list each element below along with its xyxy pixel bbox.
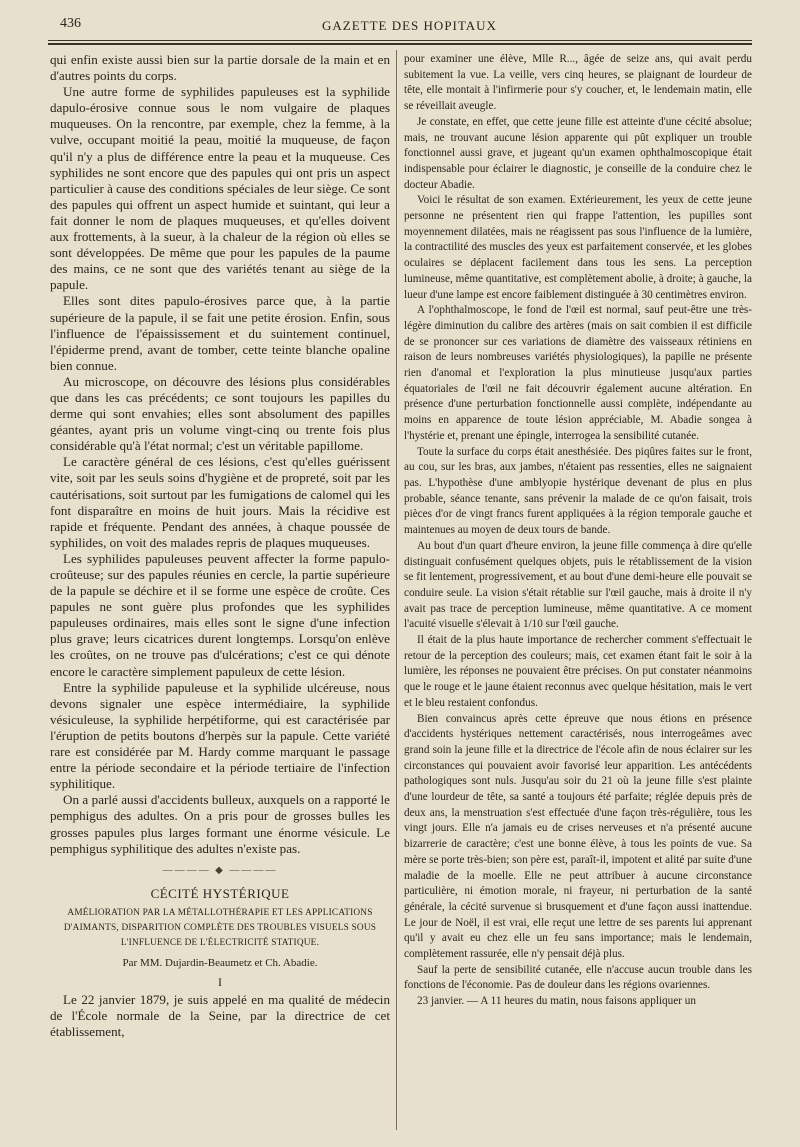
article-authors: Par MM. Dujardin-Beaumetz et Ch. Abadie. <box>122 956 318 969</box>
paragraph: Le caractère général de ces lésions, c'est qu'elles guérissent vite, soit par les seuls soins d'hygiène et de propreté, soit par les cautérisations, soit surtout par les fumigations de calomel qui les font disparaître en moins de huit jours. Mais la récidive est rapide et fréquente. Pendant des années, à chaque poussée de syphilides, on voit des malades repris de plaques muqueuses. <box>50 454 390 550</box>
paragraph: 23 janvier. — A 11 heures du matin, nous faisons appliquer un <box>417 995 696 1008</box>
paragraph: Au microscope, on découvre des lésions plus considérables que dans les cas précédents; ce sont toujours les papilles du derme qui sont envahies; elles sont absolument des papilles géantes, ayant pris un volume vingt-cinq ou trente fois plus considérable qu'à l'état normal; c'est un véritable papillome. <box>50 373 390 454</box>
paragraph: Une autre forme de syphilides papuleuses est la syphilide dapulo-érosive connue sous le nom vulgaire de plaques muqueuses. On la rencontre, par exemple, chez la femme, à la vulve, occupant moitié la peau, moitié la muqueuse, de façon qu'il n'y a plus de différence entre la peau et la muqueuse. Ces syphilides ne sont encore que des papules qui ont pris un aspect particulier à cause des conditions spéciales de leur siège. Ce sont des papules qui offrent un aspect humide et suintant, qui leur a fait donner le nom de plaques muqueuses, et qu'elles doivent aux frottements, à la sueur, à la chaleur de la région où elles se sont développées. De même que pour les papules de la paume des mains, ce ne sont que des variétés tenant au siège de la papule. <box>50 84 390 293</box>
paragraph: Elles sont dites papulo-érosives parce que, à la partie supérieure de la papule, il se fait une petite érosion. Enfin, sous l'influence de l'épaississement et du suintement continuel, l'épiderme prend, avant de tomber, cette teinte blanche opaline bien connue. <box>50 293 390 373</box>
paragraph: Le 22 janvier 1879, je suis appelé en ma qualité de médecin de l'École normale de la Seine, par la directrice de cet établissement, <box>50 991 390 1039</box>
column-divider <box>396 50 397 1130</box>
paragraph: qui enfin existe aussi bien sur la partie dorsale de la main et en d'autres points du corps. <box>50 52 390 84</box>
paragraph: Bien convaincus après cette épreuve que nous étions en présence d'accidents hystériques nettement caractérisés, nous interrogeâmes avec grand soin la jeune fille et la directrice de l'école afin de nous éclairer sur les circonstances qui pouvaient avoir favorisé leur apparition. Les antécédents pathologiques sont nuls. Jusqu'au soir du 21 où la jeune fille s'est plainte d'une lourdeur de tête, sa santé a toujours été parfaite; réglée depuis près de deux ans, la menstruation s'est effectuée d'une façon très-régulière, tous les vingt jours. Elle n'a jamais eu de crises nerveuses et n'a présenté aucune bizarrerie de caractère; c'est une bonne élève, à tous les points de vue. Sa mère se porte très-bien; son père est, paraît-il, impotent et alité par suite d'une maladie de la moelle. Elle ne peut attribuer à aucune circonstance particulière, ni émotion morale, ni frayeur, ni perturbation de la santé générale, la cécité survenue si brusquement et d'une façon aussi inattendue. Le jour de Noël, il est vrai, elle reçut une lettre de ses parents lui apprenant qu'il y avait eu chez elle un feu sans importance; mais le lendemain, complètement rassurée, elle n'y pensait déjà plus. <box>404 712 752 961</box>
section-separator: ———— ◆ ———— <box>162 864 278 876</box>
paragraph: Voici le résultat de son examen. Extérieurement, les yeux de cette jeune personne ne présentent rien qui frappe l'attention, les pupilles sont moyennement dilatées, mais ne réagissent pas sous l'influence de la lumière, la contractilité des muscles des yeux est parfaitement conservée, et les globes oculaires se déplacent facilement dans tous les sens. La perception lumineuse, même quantitative, est complètement abolie, à droite; à gauche, la lueur d'une lampe est encore faiblement distinguée à 30 centimètres environ. <box>404 194 752 301</box>
paragraph: A l'ophthalmoscope, le fond de l'œil est normal, sauf peut-être une très-légère diminution du calibre des artères (mais on sait combien il est difficile de se prononcer sur ces variations de diamètre des vaisseaux rétiniens en raison de leurs nombreuses variétés physiologiques), la papille ne présente rien d'anomal et l'exploration la plus minutieuse jusqu'aux parties équatoriales de l'œil ne fait découvrir également aucune altération. En présence d'une perturbation fonctionnelle aussi complète, indépendante au moins en apparence de toute lésion appréciable, M. Abadie songea à l'hystérie et, prenant une épingle, interrogea la sensibilité cutanée. <box>404 304 752 442</box>
paragraph: Les syphilides papuleuses peuvent affecter la forme papulo-croûteuse; sur des papules réunies en cercle, la partie supérieure de la papule se déchire et il se forme une espèce de croûte. Ces papules ne sont guère plus profondes que les syphilides papuleuses ordinaires, mais elles sont le signe d'une infection plus grave; leurs cicatrices durent longtemps. Lorsqu'on enlève les croûtes, on ne trouve pas d'ulcérations; c'est ce qui dénote encore le caractère simplement papuleux de cette lésion. <box>50 550 390 679</box>
running-title: GAZETTE DES HOPITAUX <box>322 18 497 33</box>
paragraph: Je constate, en effet, que cette jeune fille est atteinte d'une cécité absolue; mais, ne trouvant aucune lésion apparente qui pût expliquer un trouble fonctionnel aussi grave, et jugeant qu'un examen ophthalmoscopique était indispensable pour éclairer le diagnostic, je conseille de la conduire chez le docteur Abadie. <box>404 115 752 191</box>
paragraph: pour examiner une élève, Mlle R..., âgée de seize ans, qui avait perdu subitement la vue. La veille, vers cinq heures, se plaignant de lourdeur de tête, elle montait à l'infirmerie pour s'y coucher, et, le lendemain matin, elle se réveillait aveugle. <box>404 53 752 113</box>
right-column <box>404 52 752 1010</box>
page-number: 436 <box>60 16 81 31</box>
header-rule-thick <box>48 43 752 45</box>
left-column <box>50 52 390 1040</box>
paragraph: Il était de la plus haute importance de rechercher comment s'effectuait le retour de la perception des couleurs; mais, cet examen étant fait le soir à la lumière, les réponses ne pouvaient être précises. On put constater néanmoins que le rouge et le jaune étaient reconnus avec quelque hésitation, mais le vert et le bleu restaient confondus. <box>404 634 752 709</box>
article-subtitle: AMÉLIORATION PAR LA MÉTALLOTHÉRAPIE ET LES APPLICATIONS D'AIMANTS, DISPARITION COMPLÈTE DES TROUBLES VISUELS SOUS L'INFLUENCE DE L'ÉLECTRICITÉ STATIQUE. <box>63 907 377 948</box>
article-title: CÉCITÉ HYSTÉRIQUE <box>150 885 290 901</box>
section-number: I <box>218 974 222 989</box>
paragraph: Au bout d'un quart d'heure environ, la jeune fille commença à dire qu'elle distinguait confusément quelques objets, puis le rétablissement de la vision se fit lentement, progressivement, et au bout d'une demi-heure elle pouvait se conduire seule. La vision s'était rétablie sur l'œil gauche, mais à droite il n'y avait pas trace de perception lumineuse, même quantitative. A ce moment l'acuité visuelle s'élevait à 1/10 sur l'œil gauche. <box>404 539 752 631</box>
paragraph: Sauf la perte de sensibilité cutanée, elle n'accuse aucun trouble dans les fonctions de l'économie. Pas de douleur dans les régions ovariennes. <box>404 963 752 992</box>
page-header <box>60 16 750 38</box>
paragraph: On a parlé aussi d'accidents bulleux, auxquels on a rapporté le pemphigus des adultes. On a pris pour de grosses bulles les grosses papules plus larges formant une énorme vésicule. Le pemphigus syphilitique des adultes n'existe pas. <box>50 792 390 856</box>
paragraph: Entre la syphilide papuleuse et la syphilide ulcéreuse, nous devons signaler une espèce intermédiaire, la syphilide vésiculeuse, la syphilide herpétiforme, qui est caractérisée par l'éruption de petits boutons d'herpès sur la papule. Cette variété rare est considérée par M. Hardy comme marquant le passage entre la période secondaire et la période tertiaire de l'infection syphilitique. <box>50 679 390 792</box>
paragraph: Toute la surface du corps était anesthésiée. Des piqûres faites sur le front, au cou, sur les bras, aux jambes, n'étaient pas ressenties, elles ne saignaient pas. L'hypothèse d'une amblyopie hystérique devenant de plus en plus probable, séance tenante, sans prévenir la malade de ce qu'on faisait, trois pièces d'or de vingt francs furent appliquées à la région temporale gauche et maintenues au moyen de deux tours de bande. <box>404 445 752 537</box>
header-rule <box>48 40 752 41</box>
